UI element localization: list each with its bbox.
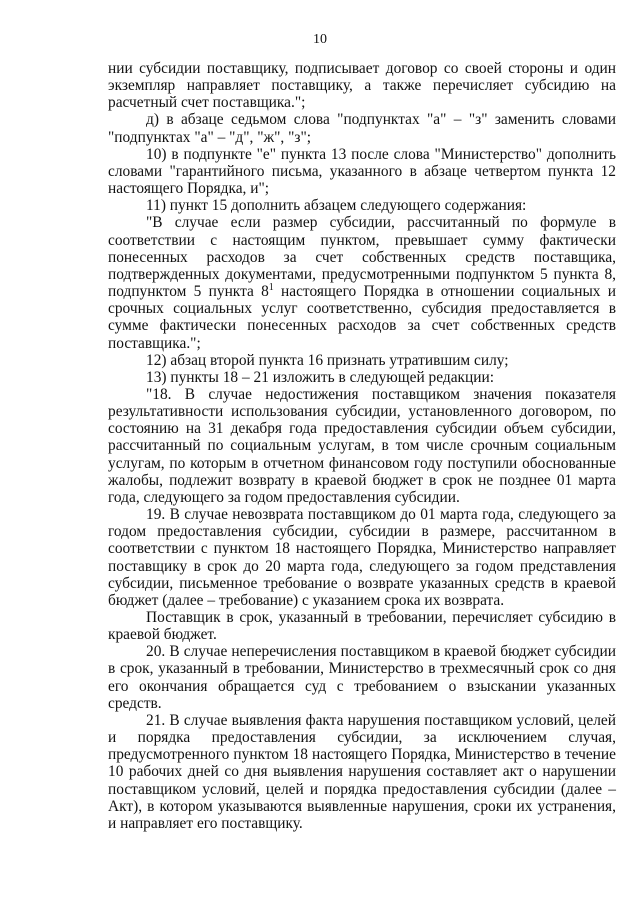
paragraph-subitem-d: д) в абзаце седьмом слова "подпунктах "а" – "з" заменить словами "подпунктах "а" – "д", "ж", "з"; (108, 111, 616, 146)
paragraph-item-10: 10) в подпункте "е" пункта 13 после слова "Министерство" дополнить словами "гарантийного письма, указанного в абзаце четвертом пункта 12 настоящего Порядка, и"; (108, 145, 616, 198)
paragraph-item-13: 13) пункты 18 – 21 изложить в следующей редакции: (146, 368, 495, 386)
document-body (108, 60, 616, 832)
paragraph-item-12: 12) абзац второй пункта 16 признать утратившим силу; (146, 351, 509, 369)
paragraph-point-20: 20. В случае неперечисления поставщиком в краевой бюджет субсидии в срок, указанный в требовании, Министерство в трехмесячный срок со дня его окончания обращается суд с требованием о взыскании указанных средств. (108, 643, 616, 712)
paragraph-item-11-quote (108, 214, 616, 351)
paragraph-point-21: 21. В случае выявления факта нарушения поставщиком условий, целей и порядка предоставления субсидии, за исключением случая, предусмотренного пунктом 18 настоящего Порядка, Министерство в течение 10 рабочих дней со дня выявления нарушения составляет акт о нарушении поставщиком условий, целей и порядка предоставления субсидии (далее – Акт), в котором указываются выявленные нарушения, сроки их устранения, и направляет его поставщику. (108, 711, 616, 832)
paragraph-item-11: 11) пункт 15 дополнить абзацем следующего содержания: (146, 197, 527, 215)
paragraph-point-19: 19. В случае невозврата поставщиком до 01 марта года, следующего за годом предоставления субсидии, субсидии в размере, рассчитанном в соответствии с пунктом 18 настоящего Порядка, Министерство направляет поставщику в срок до 20 марта года, следующего за годом представления субсидии, письменное требование о возврате указанных средств в краевой бюджет (далее – требование) с указанием срока их возврата. (108, 506, 616, 609)
paragraph-text-before-superscript: "В случае если размер субсидии, рассчитанный по формуле в соответствии с настоящим пунктом, превышает сумму фактически понесенных расходов за счет собственных средств поставщика, подтвержденных документами, предусмотренными подпунктом 5 пункта 8, подпунктом 5 пункта 8 (108, 214, 616, 301)
paragraph-text-after-superscript: настоящего Порядка в отношении социальных и срочных социальных услуг соответственно, субсидия предоставляется в сумме фактически понесенных расходов за счет собственных средств поставщика."; (108, 283, 616, 352)
superscript: 1 (268, 281, 274, 293)
paragraph-point-18: "18. В случае недостижения поставщиком значения показателя результативности использования субсидии, установленного договором, по состоянию на 31 декабря года предоставления субсидии объем субсидии, рассчитанный по социальным услугам, в том числе срочным социальным услугам, по которым в отчетном финансовом году поступили обоснованные жалобы, подлежит возврату в краевой бюджет в срок не позднее 01 марта года, следующего за годом предоставления субсидии. (108, 385, 616, 506)
paragraph-point-19-supplier: Поставщик в срок, указанный в требовании, перечисляет субсидию в краевой бюджет. (108, 609, 616, 644)
paragraph-continuation: нии субсидии поставщику, подписывает договор со своей стороны и один экземпляр направляет поставщику, а также перечисляет субсидию на расчетный счет поставщика."; (108, 60, 616, 112)
page-number: 10 (313, 32, 327, 47)
